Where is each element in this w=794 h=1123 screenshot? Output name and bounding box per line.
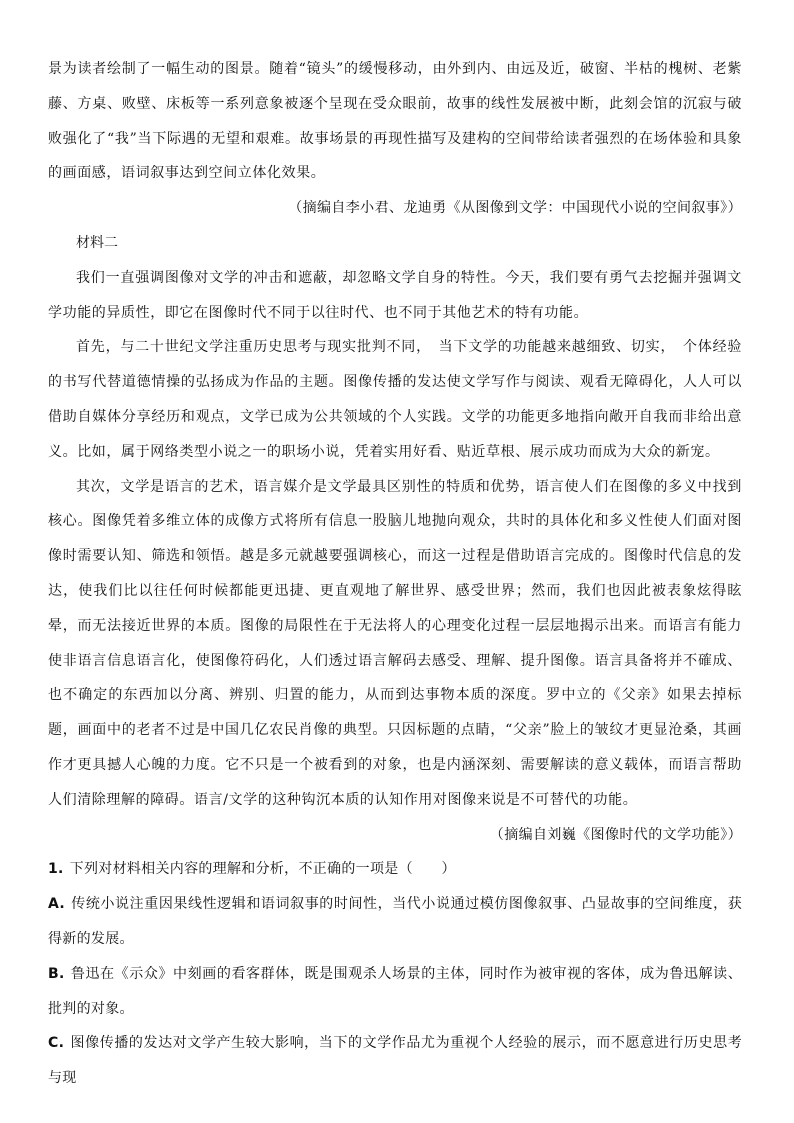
document-page xyxy=(48,52,742,1096)
option-a-text: 传统小说注重因果线性逻辑和语词叙事的时间性，当代小说通过模仿图像叙事、凸显故事的空间维度，获得新的发展。 xyxy=(48,896,742,947)
material-two-paragraph-2: 首先，与二十世纪文学注重历史思考与现实批判不同， 当下文学的功能越来越细致、切实， 个体经验的书写代替道德情操的弘扬成为作品的主题。图像传播的发达使文学写作与阅读、观看无障碍化，人人可以借助自媒体分享经历和观点，文学已成为公共领域的个人实践。文学的功能更多地指向敞开自我而非给出意义。比如，属于网络类型小说之一的职场小说，凭着实用好看、贴近草根、展示成功而成为大众的新宠。 xyxy=(48,339,742,460)
option-b-letter: B. xyxy=(48,965,65,982)
material-two-source: （摘编自刘巍《图像时代的文学功能》） xyxy=(489,826,742,843)
material-two-paragraph-1: 我们一直强调图像对文学的冲击和遮蔽，却忽略文学自身的特性。今天，我们要有勇气去挖掘并强调文学功能的异质性，即它在图像时代不同于以往时代、也不同于其他艺术的特有功能。 xyxy=(48,269,742,321)
material-two-paragraph-3: 其次，文学是语言的艺术，语言媒介是文学最具区别性的特质和优势，语言使人们在图像的多义中找到核心。图像凭着多维立体的成像方式将所有信息一股脑儿地抛向观众，共时的具体化和多义性使人们面对图像时需要认知、筛选和领悟。越是多元就越要强调核心，而这一过程是借助语言完成的。图像时代信息的发达，使我们比以往任何时候都能更迅捷、更直观地了解世界、感受世界；然而，我们也因此被表象炫得眩晕，而无法接近世界的本质。图像的局限性在于无法将人的心理变化过程一层层地揭示出来。而语言有能力使非语言信息语言化，使图像符码化，人们透过语言解码去感受、理解、提升图像。语言具备将并不確成、也不确定的东西加以分离、辨别、归置的能力，从而到达事物本质的深度。罗中立的《父亲》如果去掉标题，画面中的老者不过是中国几亿农民肖像的典型。只因标题的点睛，“父亲”脸上的皱纹才更显沧桑，其画作才更具撼人心魄的力度。它不只是一个被看到的对象，也是内涵深刻、需要解读的意义载体，而语言帮助人们清除理解的障碍。语言/文学的这种钩沉本质的认知作用对图像来说是不可替代的功能。 xyxy=(48,478,742,808)
option-c-letter: C. xyxy=(48,1035,65,1052)
material-one-tail-paragraph: 景为读者绘制了一幅生动的图景。随着“镜头”的缓慢移动，由外到内、由远及近，破窗、半枯的槐树、老紫藤、方桌、败壁、床板等一系列意象被逐个呈现在受众眼前，故事的线性发展被中断，此刻会馆的沉寂与破败强化了“我”当下际遇的无望和艰难。故事场景的再现性描写及建构的空间带给读者强烈的在场体验和具象的画面感，语词叙事达到空间立体化效果。 xyxy=(48,61,742,182)
material-one-source: （摘编自李小君、龙迪勇《从图像到文学：中国现代小说的空间叙事》） xyxy=(288,200,742,217)
question-number: 1. xyxy=(48,861,64,878)
option-c-text: 图像传播的发达对文学产生较大影响，当下的文学作品尤为重视个人经验的展示，而不愿意进行历史思考与现 xyxy=(48,1035,742,1087)
option-b-text: 鲁迅在《示众》中刻画的看客群体，既是围观杀人场景的主体，同时作为被审视的客体，成为鲁迅解读、批判的对象。 xyxy=(48,965,742,1017)
question-stem-text: 下列对材料相关内容的理解和分析，不正确的一项是（ ） xyxy=(69,861,456,878)
question-one-stem xyxy=(48,852,742,887)
option-a[interactable] xyxy=(48,887,742,957)
option-b[interactable] xyxy=(48,957,742,1027)
material-two-heading: 材料二 xyxy=(76,234,118,251)
option-c[interactable] xyxy=(48,1026,742,1096)
option-a-letter: A. xyxy=(48,896,66,913)
